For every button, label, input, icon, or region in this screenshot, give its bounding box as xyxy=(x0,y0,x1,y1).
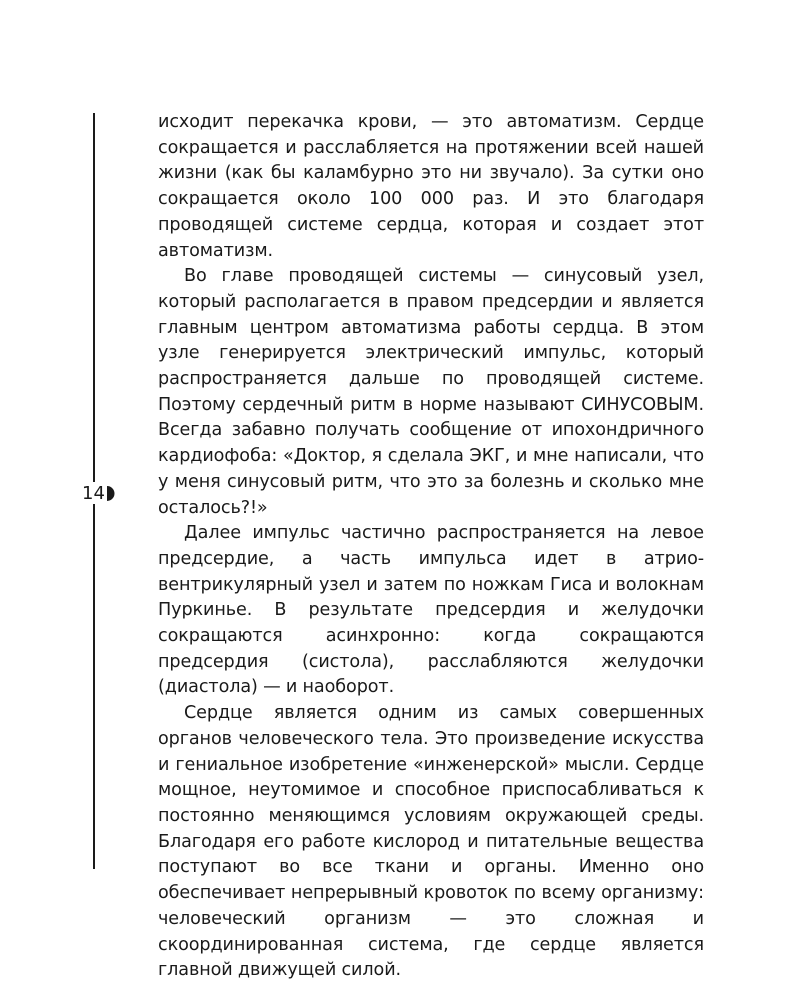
page-number-marker xyxy=(80,482,117,504)
paragraph: Сердце является одним из самых совершенных органов человеческого тела. Это произведение искусства и гениальное изобретение «инженерской» мысли. Сердце мощное, неутомимое и способное приспосабливаться к постоянно меняющимся условиям окружающей среды. Благодаря его работе кислород и питательные вещества поступают во все ткани и органы. Именно оно обеспечивает непрерывный кровоток по всему организму: человеческий организм — это сложная и скоординированная система, где сердце является главной движущей силой. xyxy=(158,703,704,981)
paragraph: Далее импульс частично распространяется на левое предсердие, а часть импульса идет в атрио-вентрикулярный узел и затем по ножкам Гиса и волокнам Пуркинье. В результате предсердия и желудочки сокращаются асинхронно: когда сокращаются предсердия (систола), расслабляются желудочки (диастола) — и наоборот. xyxy=(158,523,704,698)
half-moon-icon xyxy=(107,486,115,501)
page-number: 14 xyxy=(82,482,105,504)
paragraph: исходит перекачка крови, — это автоматизм. Сердце сокращается и расслабляется на протяжении всей нашей жизни (как бы каламбурно это ни звучало). За сутки оно сокращается около 100 000 раз. И это благодаря проводящей системе сердца, которая и создает этот автоматизм. xyxy=(158,112,704,261)
body-text xyxy=(158,110,704,984)
paragraph: Во главе проводящей системы — синусовый узел, который располагается в правом предсердии и является главным центром автоматизма работы сердца. В этом узле генерируется электрический импульс, который распространяется дальше по проводящей системе. Поэтому сердечный ритм в норме называют СИНУСОВЫМ. Всегда забавно получать сообщение от ипохондричного кардиофоба: «Доктор, я сделала ЭКГ, и мне написали, что у меня синусовый ритм, что это за болезнь и сколько мне осталось?!» xyxy=(158,266,704,518)
